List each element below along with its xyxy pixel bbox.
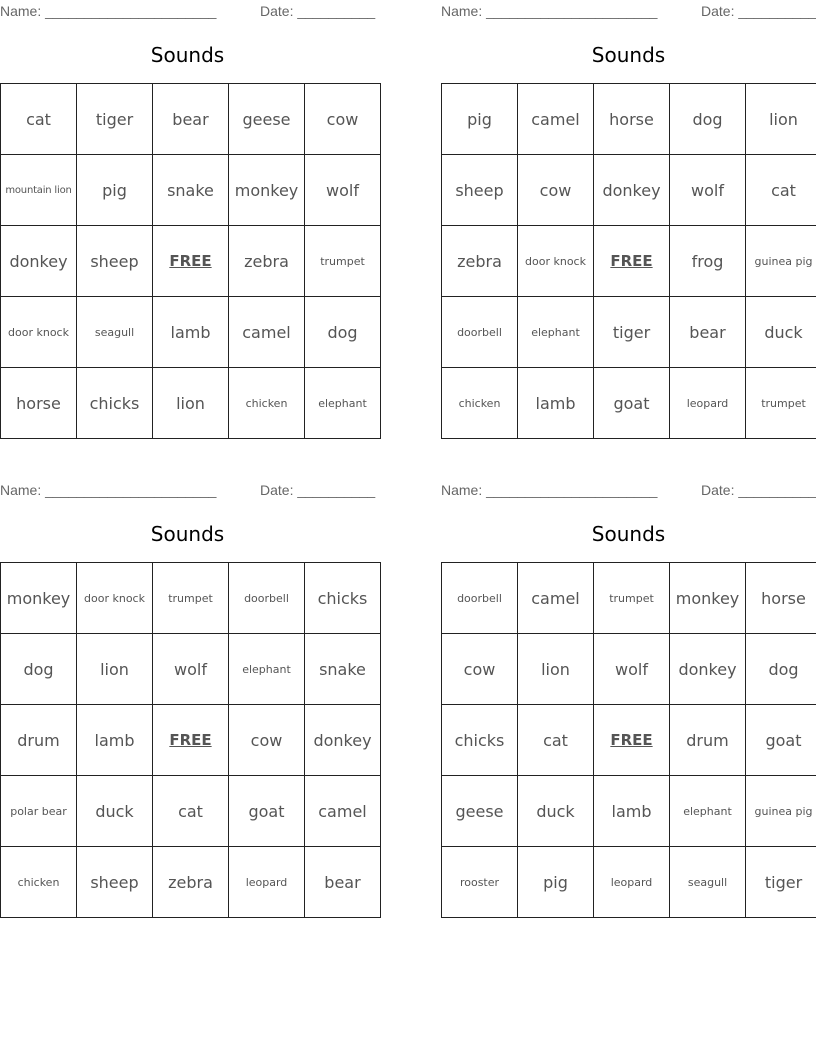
bingo-cell: monkey bbox=[229, 155, 305, 226]
bingo-cell: rooster bbox=[442, 847, 518, 918]
bingo-cell: zebra bbox=[442, 226, 518, 297]
bingo-cell: mountain lion bbox=[1, 155, 77, 226]
bingo-cell: goat bbox=[746, 705, 816, 776]
bingo-cell: trumpet bbox=[746, 368, 816, 439]
bingo-cell: trumpet bbox=[153, 563, 229, 634]
card-title: Sounds bbox=[591, 43, 666, 67]
bingo-cell: dog bbox=[670, 84, 746, 155]
name-field-label: Name: ______________________ bbox=[0, 482, 217, 498]
grid-row bbox=[1, 84, 381, 155]
bingo-cell: horse bbox=[1, 368, 77, 439]
bingo-cell: goat bbox=[594, 368, 670, 439]
grid-row bbox=[442, 705, 816, 776]
bingo-cell: trumpet bbox=[594, 563, 670, 634]
grid-row bbox=[442, 155, 816, 226]
bingo-grid bbox=[441, 562, 816, 918]
bingo-cell: doorbell bbox=[442, 563, 518, 634]
card-title: Sounds bbox=[150, 522, 225, 546]
grid-row bbox=[1, 226, 381, 297]
bingo-cell: dog bbox=[746, 634, 816, 705]
bingo-cell: lion bbox=[77, 634, 153, 705]
bingo-cell: donkey bbox=[305, 705, 381, 776]
bingo-cell: duck bbox=[518, 776, 594, 847]
bingo-cell: lamb bbox=[594, 776, 670, 847]
date-field-label: Date: __________ bbox=[260, 3, 376, 19]
grid-row bbox=[1, 563, 381, 634]
name-field-label: Name: ______________________ bbox=[0, 3, 217, 19]
bingo-cell: chicken bbox=[442, 368, 518, 439]
bingo-cell: bear bbox=[670, 297, 746, 368]
bingo-cell: horse bbox=[594, 84, 670, 155]
bingo-cell: elephant bbox=[670, 776, 746, 847]
bingo-cell: wolf bbox=[670, 155, 746, 226]
bingo-cell: doorbell bbox=[442, 297, 518, 368]
bingo-cell: wolf bbox=[594, 634, 670, 705]
card-header bbox=[0, 482, 375, 500]
bingo-cell: zebra bbox=[153, 847, 229, 918]
bingo-cell: guinea pig bbox=[746, 226, 816, 297]
bingo-cell: dog bbox=[1, 634, 77, 705]
free-space-cell: FREE bbox=[594, 705, 670, 776]
bingo-cell: guinea pig bbox=[746, 776, 816, 847]
bingo-cell: chicks bbox=[77, 368, 153, 439]
bingo-cell: chicks bbox=[305, 563, 381, 634]
bingo-cell: doorbell bbox=[229, 563, 305, 634]
bingo-cell: zebra bbox=[229, 226, 305, 297]
bingo-cell: donkey bbox=[594, 155, 670, 226]
grid-row bbox=[1, 847, 381, 918]
bingo-cell: cat bbox=[518, 705, 594, 776]
grid-row bbox=[1, 368, 381, 439]
bingo-cell: sheep bbox=[77, 847, 153, 918]
bingo-cell: cat bbox=[153, 776, 229, 847]
bingo-cell: seagull bbox=[670, 847, 746, 918]
bingo-cell: chicken bbox=[1, 847, 77, 918]
bingo-cell: trumpet bbox=[305, 226, 381, 297]
grid-row bbox=[442, 368, 816, 439]
bingo-cell: frog bbox=[670, 226, 746, 297]
bingo-cell: monkey bbox=[670, 563, 746, 634]
grid-row bbox=[442, 84, 816, 155]
bingo-cell: cow bbox=[518, 155, 594, 226]
bingo-grid bbox=[441, 83, 816, 439]
bingo-cell: cow bbox=[305, 84, 381, 155]
bingo-cell: pig bbox=[442, 84, 518, 155]
bingo-cell: bear bbox=[153, 84, 229, 155]
bingo-cell: lion bbox=[153, 368, 229, 439]
bingo-cell: bear bbox=[305, 847, 381, 918]
card-title: Sounds bbox=[150, 43, 225, 67]
bingo-cell: lamb bbox=[153, 297, 229, 368]
bingo-cell: pig bbox=[77, 155, 153, 226]
bingo-cell: goat bbox=[229, 776, 305, 847]
bingo-cell: lion bbox=[518, 634, 594, 705]
bingo-cell: door knock bbox=[77, 563, 153, 634]
bingo-cell: leopard bbox=[229, 847, 305, 918]
bingo-cell: duck bbox=[746, 297, 816, 368]
bingo-card-1 bbox=[0, 0, 375, 440]
date-field-label: Date: __________ bbox=[701, 482, 816, 498]
name-field-label: Name: ______________________ bbox=[441, 482, 658, 498]
grid-row bbox=[1, 634, 381, 705]
name-field-label: Name: ______________________ bbox=[441, 3, 658, 19]
free-space-cell: FREE bbox=[594, 226, 670, 297]
bingo-cell: cat bbox=[1, 84, 77, 155]
bingo-cell: sheep bbox=[77, 226, 153, 297]
free-space-cell: FREE bbox=[153, 226, 229, 297]
bingo-cell: snake bbox=[305, 634, 381, 705]
bingo-cell: cat bbox=[746, 155, 816, 226]
bingo-cell: polar bear bbox=[1, 776, 77, 847]
bingo-cell: snake bbox=[153, 155, 229, 226]
bingo-grid bbox=[0, 562, 381, 918]
bingo-cell: tiger bbox=[77, 84, 153, 155]
bingo-cell: duck bbox=[77, 776, 153, 847]
bingo-cell: leopard bbox=[594, 847, 670, 918]
grid-row bbox=[442, 297, 816, 368]
bingo-cell: camel bbox=[305, 776, 381, 847]
grid-row bbox=[1, 155, 381, 226]
bingo-card-3 bbox=[0, 479, 375, 919]
bingo-cell: horse bbox=[746, 563, 816, 634]
bingo-cell: cow bbox=[442, 634, 518, 705]
bingo-grid bbox=[0, 83, 381, 439]
bingo-cell: tiger bbox=[746, 847, 816, 918]
grid-row bbox=[1, 297, 381, 368]
bingo-cell: lion bbox=[746, 84, 816, 155]
card-header bbox=[441, 482, 816, 500]
bingo-cell: dog bbox=[305, 297, 381, 368]
bingo-cell: pig bbox=[518, 847, 594, 918]
grid-row bbox=[442, 563, 816, 634]
bingo-card-2 bbox=[441, 0, 816, 440]
bingo-cell: door knock bbox=[1, 297, 77, 368]
bingo-cell: elephant bbox=[518, 297, 594, 368]
bingo-cell: seagull bbox=[77, 297, 153, 368]
grid-row bbox=[442, 847, 816, 918]
bingo-cell: geese bbox=[442, 776, 518, 847]
bingo-cell: chicken bbox=[229, 368, 305, 439]
bingo-cell: donkey bbox=[670, 634, 746, 705]
bingo-cell: tiger bbox=[594, 297, 670, 368]
bingo-cell: cow bbox=[229, 705, 305, 776]
grid-row bbox=[442, 226, 816, 297]
free-space-cell: FREE bbox=[153, 705, 229, 776]
bingo-cell: geese bbox=[229, 84, 305, 155]
date-field-label: Date: __________ bbox=[701, 3, 816, 19]
bingo-cell: chicks bbox=[442, 705, 518, 776]
bingo-cell: wolf bbox=[153, 634, 229, 705]
bingo-cell: elephant bbox=[229, 634, 305, 705]
bingo-cell: lamb bbox=[77, 705, 153, 776]
bingo-cell: drum bbox=[1, 705, 77, 776]
bingo-cell: elephant bbox=[305, 368, 381, 439]
bingo-cell: leopard bbox=[670, 368, 746, 439]
date-field-label: Date: __________ bbox=[260, 482, 376, 498]
bingo-cell: sheep bbox=[442, 155, 518, 226]
bingo-cell: camel bbox=[229, 297, 305, 368]
bingo-cell: drum bbox=[670, 705, 746, 776]
bingo-cell: camel bbox=[518, 563, 594, 634]
card-header bbox=[0, 3, 375, 21]
bingo-cell: door knock bbox=[518, 226, 594, 297]
card-header bbox=[441, 3, 816, 21]
grid-row bbox=[1, 705, 381, 776]
card-title: Sounds bbox=[591, 522, 666, 546]
bingo-cell: wolf bbox=[305, 155, 381, 226]
bingo-cell: camel bbox=[518, 84, 594, 155]
bingo-cell: lamb bbox=[518, 368, 594, 439]
bingo-cell: donkey bbox=[1, 226, 77, 297]
grid-row bbox=[1, 776, 381, 847]
grid-row bbox=[442, 776, 816, 847]
bingo-cell: monkey bbox=[1, 563, 77, 634]
grid-row bbox=[442, 634, 816, 705]
bingo-card-4 bbox=[441, 479, 816, 919]
